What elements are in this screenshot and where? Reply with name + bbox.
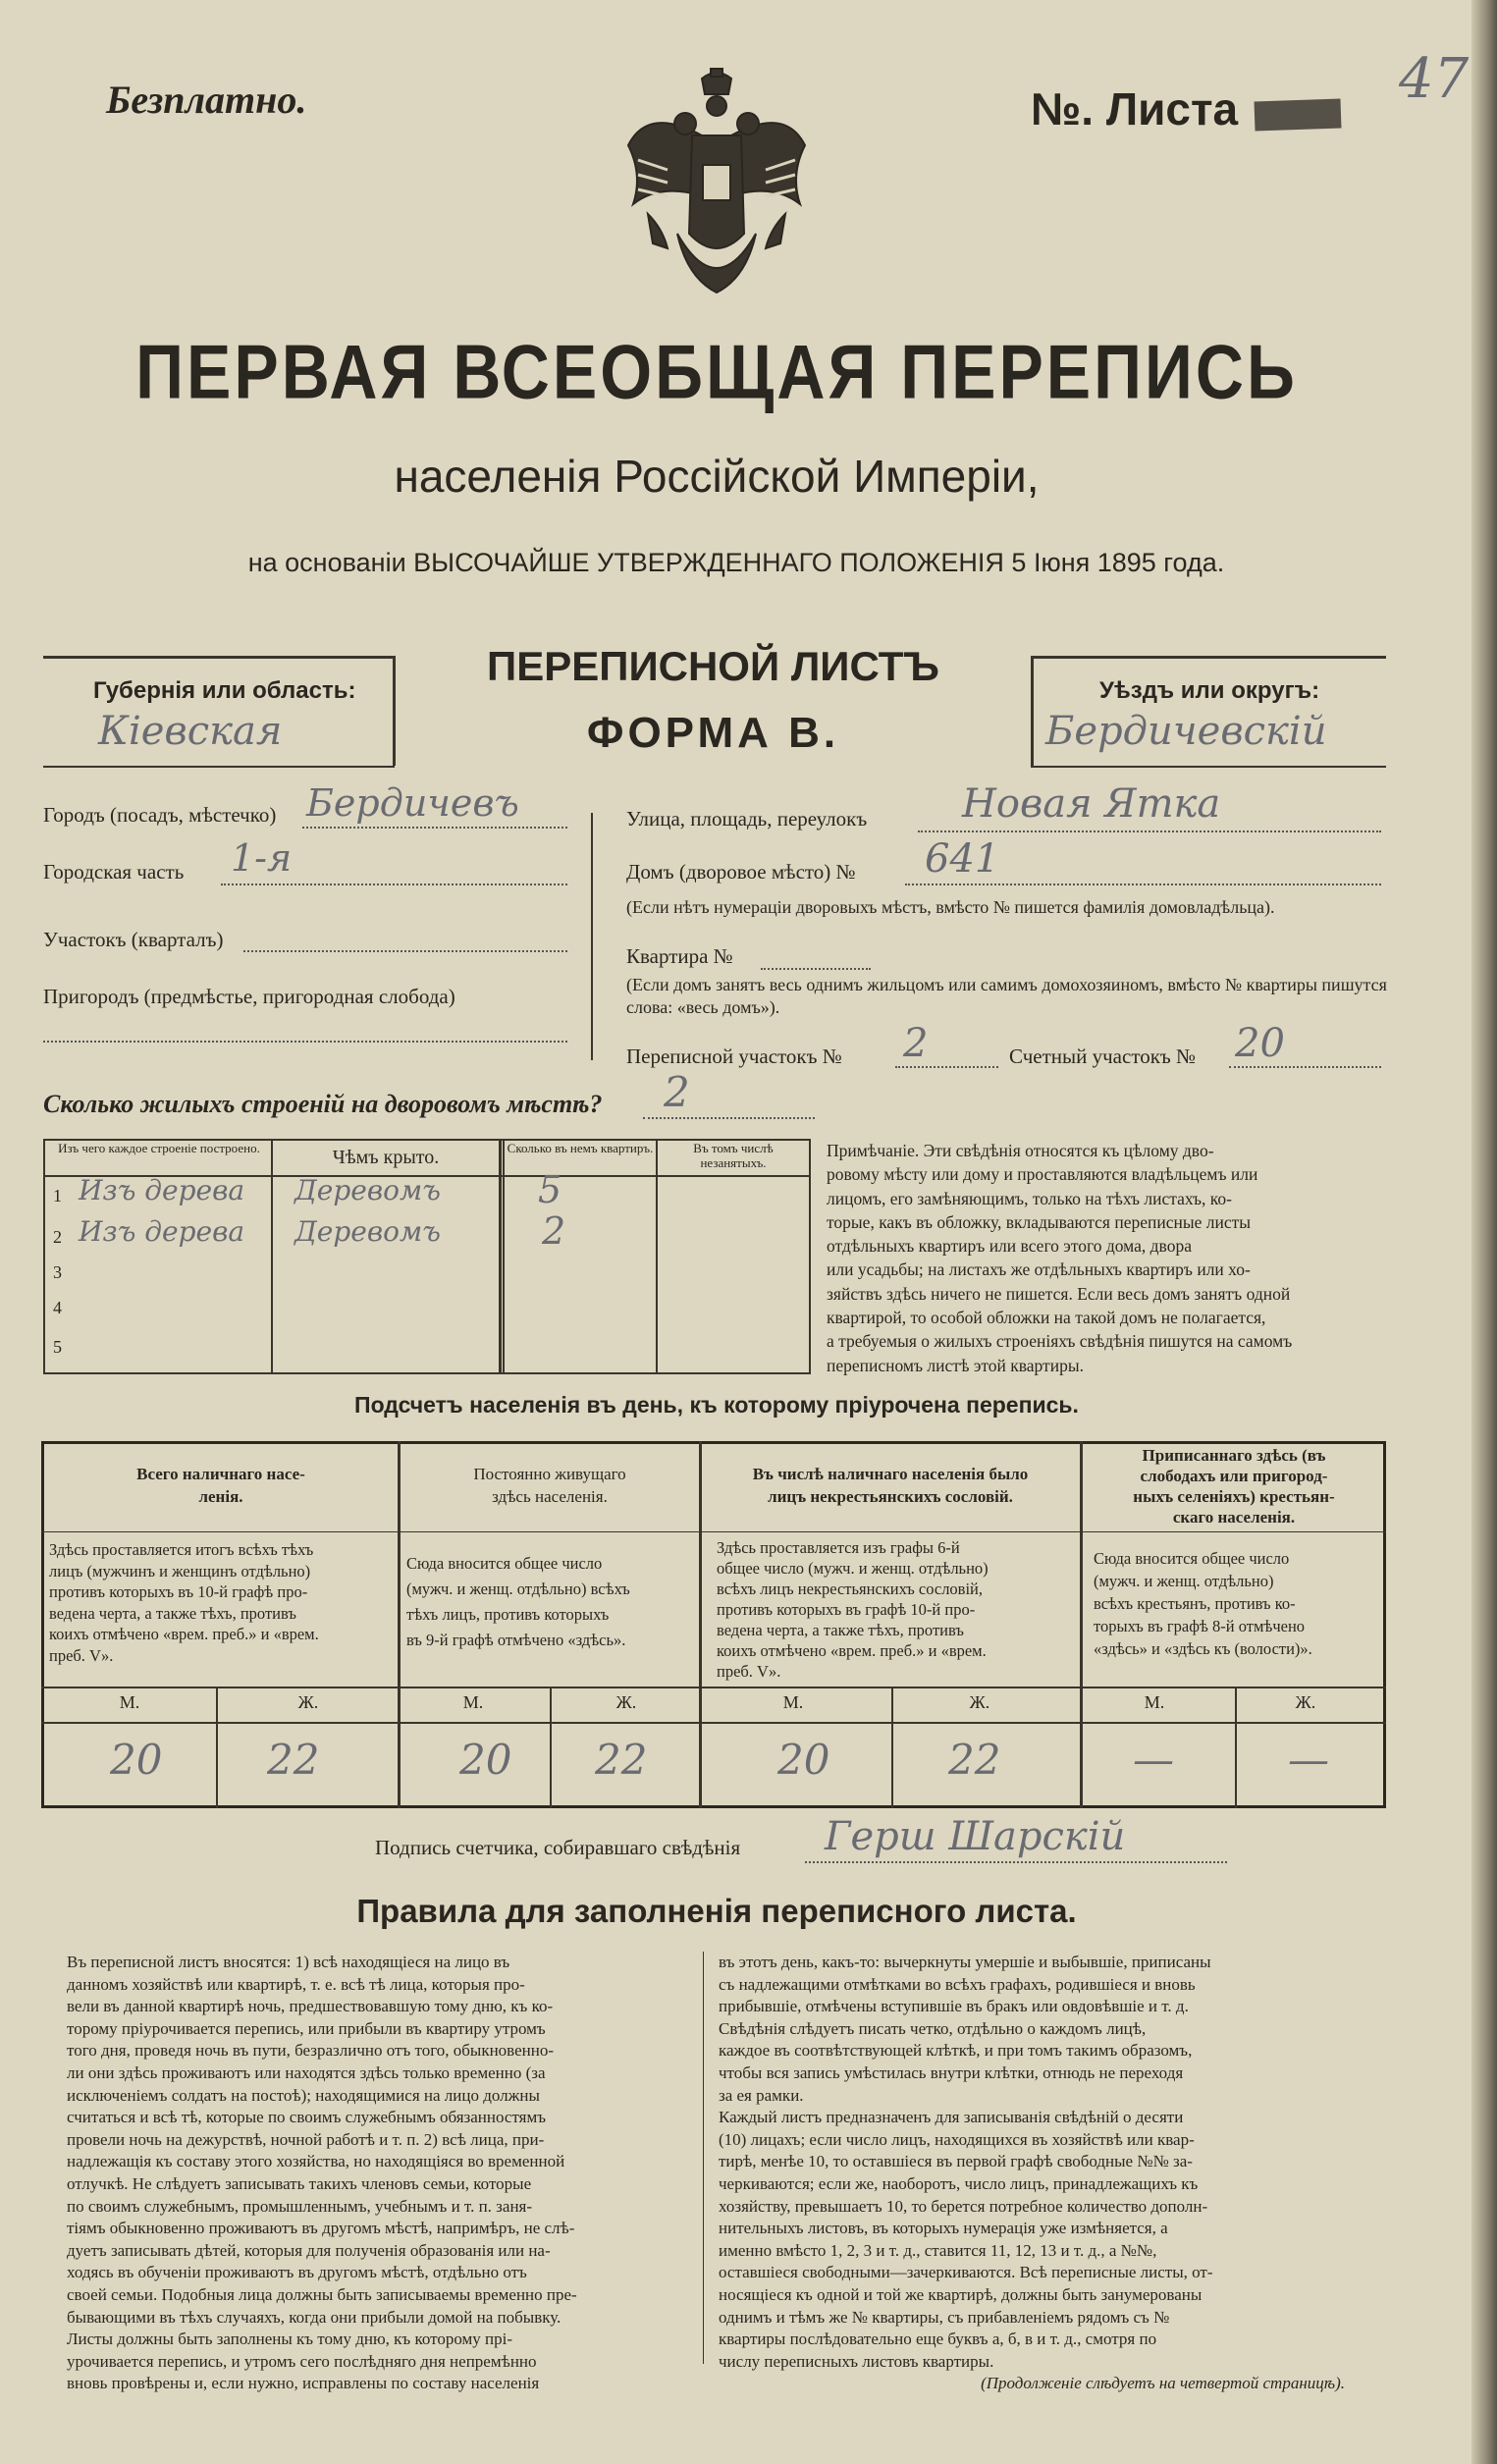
buildings-col-roof-header: Чѣмъ крыто. [332, 1147, 440, 1168]
form-box-bottom-right-rule [1031, 766, 1386, 768]
apartment-line [761, 968, 871, 970]
count-mzh-divider [216, 1687, 218, 1808]
house-label: Домъ (дворовое мѣсто) № [626, 860, 856, 884]
row-roof: Деревомъ [294, 1215, 441, 1248]
rules-column-divider [703, 1952, 704, 2364]
count-col-permanent-desc: Сюда вносится общее число (мужч. и женщ. отдѣльно) всѣхъ тѣхъ лицъ, противъ которыхъ въ 9-й графѣ отмѣчено «здѣсь». [406, 1554, 630, 1649]
count-m-label: М. [782, 1692, 804, 1712]
count-mzh-bottom-rule [41, 1722, 1386, 1724]
form-box-top-left-rule [43, 656, 395, 659]
city-value: Бердичевъ [306, 781, 519, 825]
note-line: лицомъ, его замѣняющимъ, только на тѣхъ листахъ, ко- [827, 1188, 1232, 1208]
rules-title: Правила для заполненія переписного листа. [356, 1893, 1077, 1929]
rules-right-column: въ этотъ день, какъ-то: вычеркнуты умершіе и выбывшіе, приписаны съ надлежащими отмѣтками во всѣхъ графахъ, родившіеся и вновь прибывшіе, отмѣчены вступившіе въ бракъ или овдовѣвшіе и т. д. Свѣдѣнія слѣдуетъ писать четко, отдѣльно о каждомъ лицѣ, каждое въ соотвѣтствующей клѣткѣ, и при томъ такимъ образомъ, чтобы вся запись умѣстилась внутри клѣтки, отнюдь не переходя за ея рамки. Каждый листъ предназначенъ для записыванія свѣдѣній о десяти (10) лицахъ; если число лицъ, находящихся въ хозяйствѣ или квар- тирѣ, менѣе 10, то оставшіеся въ первой графѣ свободные №№ за- черкиваются; если же, наоборотъ, число лицъ, принадлежащихъ къ хозяйству, превышаетъ 10, то берется потребное количество дополн- нительныхъ листовъ, въ которыхъ нумерація уже измѣняется, а именно вмѣсто 1, 2, 3 и т. д., ставится 11, 12, 13 и т. д., а №№, оставшіеся свободными—зачеркиваются. Всѣ переписные листы, от- носящіеся къ одной и той же квартирѣ, должны быть занумерованы однимъ и тѣмъ же № квартиры, съ прибавленіемъ рядомъ съ № квартиры послѣдовательно еще буквъ а, б, в и т. д., смотря по числу переписныхъ листовъ квартиры. (Продолженіе слѣдуетъ на четвертой страницѣ). [719, 1952, 1384, 2395]
count-permanent-m: 20 [459, 1736, 512, 1784]
count-plot-value: 20 [1235, 1021, 1285, 1066]
count-title: Подсчетъ населенія въ день, къ которому пріурочена перепись. [354, 1392, 1079, 1418]
count-peasant-m: — [1133, 1736, 1174, 1784]
buildings-col-divider-3 [503, 1139, 505, 1374]
main-title: ПЕРВАЯ ВСЕОБЩАЯ ПЕРЕПИСЬ [135, 329, 1298, 415]
row-number: 5 [53, 1337, 62, 1357]
handwritten-corner-number: 47 [1399, 47, 1470, 111]
count-col-peasant-header: Приписаннаго здѣсь (въ слободахъ или пригород- ныхъ селеніяхъ) крестьян- скаго населенія. [1133, 1446, 1335, 1527]
sheet-type-title: ПЕРЕПИСНОЙ ЛИСТЪ [487, 643, 939, 689]
count-col-total-header: Всего наличнаго насе- ленія. [136, 1465, 305, 1506]
count-zh-label: Ж. [1295, 1692, 1316, 1712]
count-peasant-zh: — [1288, 1736, 1329, 1784]
note-line: ровому мѣсту или дому и проставляются владѣльцемъ или [827, 1164, 1258, 1185]
note-line: квартирой, то особой обложки на такой домъ не полагается, [827, 1308, 1266, 1328]
enumerator-signature: Герш Шарскій [825, 1814, 1126, 1859]
free-label: Безплатно. [106, 78, 307, 122]
census-plot-label: Переписной участокъ № [626, 1045, 842, 1068]
double-headed-eagle-emblem [609, 67, 825, 312]
uchastok-line [243, 950, 567, 952]
buildings-col-divider-2 [499, 1139, 502, 1374]
count-plot-line [1229, 1066, 1381, 1068]
buildings-col-divider-4 [656, 1139, 658, 1374]
count-m-label: М. [119, 1692, 140, 1712]
count-mzh-divider [891, 1687, 893, 1808]
city-label: Городъ (посадъ, мѣстечко) [43, 803, 277, 827]
count-col-permanent-header: Постоянно живущаго здѣсь населенія. [473, 1465, 626, 1506]
census-plot-value: 2 [903, 1021, 929, 1066]
form-box-right-divider [1031, 656, 1034, 766]
count-mzh-divider [1235, 1687, 1237, 1808]
buildings-col-flats-header: Сколько въ немъ квартиръ. [507, 1141, 654, 1155]
uezd-value: Бердичевскій [1045, 709, 1327, 754]
row-flats: 2 [542, 1209, 566, 1253]
city-part-label: Городская часть [43, 860, 185, 884]
row-material: Изъ дерева [79, 1174, 245, 1206]
count-zh-label: Ж. [615, 1692, 637, 1712]
count-total-zh: 22 [267, 1736, 320, 1784]
row-number: 1 [53, 1186, 62, 1205]
row-number: 3 [53, 1262, 62, 1282]
city-part-value: 1-я [231, 836, 293, 880]
rules-continued: (Продолженіе слѣдуетъ на четвертой страницѣ). [981, 2374, 1345, 2393]
buildings-question: Сколько жилыхъ строеній на дворовомъ мѣстѣ? [43, 1090, 603, 1118]
uchastok-label: Участокъ (кварталъ) [43, 928, 224, 951]
census-plot-line [895, 1066, 998, 1068]
count-mzh-top-rule [41, 1687, 1386, 1688]
note-line: переписномъ листѣ этой квартиры. [827, 1355, 1084, 1375]
count-zh-label: Ж. [969, 1692, 990, 1712]
uezd-label: Уѣздъ или округъ: [1099, 677, 1320, 704]
city-line [302, 827, 567, 829]
count-m-label: М. [462, 1692, 484, 1712]
apartment-label: Квартира № [626, 944, 733, 968]
buildings-note [827, 1139, 1384, 1377]
count-m-label: М. [1144, 1692, 1165, 1712]
rules-left-column: Въ переписной листъ вносятся: 1) всѣ находящіеся на лицо въ данномъ хозяйствѣ или квартирѣ, т. е. всѣ тѣ лица, которыя про- вели въ данной квартирѣ ночь, предшествовавшую тому дню, къ ко- торому пріурочивается перепись, или прибыли въ квартиру утромъ того дня, проведя ночь въ пути, безразлично отъ того, обыкновенно- ли они здѣсь проживаютъ или находятся здѣсь только временно (за исключеніемъ солдатъ на постоѣ); находящимися на лицо должны считаться и всѣ тѣ, которые по своимъ служебнымъ обязанностямъ провели ночь на дежурствѣ, ночной работѣ и т. п. 2) всѣ лица, при- надлежащія къ составу этого хозяйства, но находящіяся во временной отлучкѣ. Не слѣдуетъ записывать такихъ членовъ семьи, которые по своимъ служебнымъ, промышленнымъ, учебнымъ и т. п. заня- тіямъ обыкновенно проживаютъ въ другомъ мѣстѣ, напримѣръ, не слѣ- дуетъ записывать дѣтей, которыя для полученія образованія или на- ходясь въ обученіи проживаютъ въ другомъ мѣстѣ, отдѣльно отъ своей семьи. Подобныя лица должны быть записываемы временно пре- бывающими въ тѣхъ случаяхъ, когда они прибыли домой на побывку. Листы должны быть заполнены къ тому дню, къ которому прі- урочивается перепись, и утромъ сего послѣдняго дня непремѣнно вновь провѣрены и, если нужно, исправлены по составу населенія [67, 1953, 577, 2393]
form-name: ФОРМА В. [586, 709, 840, 757]
count-col-divider [1080, 1441, 1083, 1808]
apartment-note: (Если домъ занятъ весь однимъ жильцомъ или самимъ домохозяиномъ, вмѣсто № квартиры пишутся слова: «весь домъ»). [626, 975, 1387, 1017]
count-zh-label: Ж. [297, 1692, 319, 1712]
row-number: 2 [53, 1227, 62, 1247]
page-edge [1471, 0, 1497, 2464]
street-line [918, 830, 1381, 832]
street-label: Улица, площадь, переулокъ [626, 807, 868, 830]
count-nonpeasant-m: 20 [777, 1736, 830, 1784]
note-line: Примѣчаніе. Эти свѣдѣнія относятся къ цѣлому дво- [827, 1141, 1214, 1160]
count-col-divider [398, 1441, 401, 1808]
gubernia-label: Губернія или область: [93, 677, 356, 704]
street-value: Новая Ятка [962, 781, 1221, 827]
form-box-bottom-left-rule [43, 766, 395, 768]
buildings-col-empty-header: Въ томъ числѣ незанятыхъ. [693, 1141, 774, 1170]
legal-basis: на основаніи ВЫСОЧАЙШЕ УТВЕРЖДЕННАГО ПОЛОЖЕНІЯ 5 Іюня 1895 года. [247, 548, 1225, 577]
count-head-rule [41, 1531, 1386, 1532]
house-line [905, 884, 1381, 885]
row-roof: Деревомъ [294, 1174, 441, 1206]
city-part-line [221, 884, 567, 885]
gubernia-value: Кіевская [98, 709, 283, 754]
house-value: 641 [925, 836, 1000, 882]
house-note: (Если нѣтъ нумераціи дворовыхъ мѣстъ, вмѣсто № пишется фамилія домовладѣльца). [626, 897, 1275, 917]
subtitle: населенія Россійской Имперіи, [394, 451, 1040, 502]
enumerator-signature-label: Подпись счетчика, собиравшаго свѣдѣнія [375, 1836, 741, 1859]
note-line: а требуемыя о жилыхъ строеніяхъ свѣдѣнія пишутся на самомъ [827, 1331, 1293, 1352]
buildings-answer-line [643, 1117, 815, 1119]
count-col-nonpeasant-desc: Здѣсь проставляется изъ графы 6-й общее число (мужч. и женщ. отдѣльно) всѣхъ лицъ некрестьянскихъ сословій, противъ которыхъ въ графѣ 10-й про- ведена черта, а также тѣхъ, противъ коихъ отмѣчено «врем. преб.» и «врем. преб. V». [717, 1538, 989, 1681]
buildings-answer: 2 [664, 1068, 690, 1116]
count-col-total-desc: Здѣсь проставляется итогъ всѣхъ тѣхъ лицъ (мужчинъ и женщинъ отдѣльно) противъ которыхъ въ 10-й графѣ про- ведена черта, а также тѣхъ, противъ коихъ отмѣчено «врем. преб.» и «врем. преб. V». [49, 1540, 319, 1665]
prigorod-label: Пригородъ (предмѣстье, пригородная слобода) [43, 985, 455, 1008]
note-line: торые, какъ въ обложку, вкладываются переписные листы [827, 1211, 1252, 1232]
prigorod-line [43, 1041, 567, 1043]
count-col-peasant-desc: Сюда вносится общее число (мужч. и женщ. отдѣльно) всѣхъ крестьянъ, противъ ко- торыхъ въ графѣ 8-й отмѣчено «здѣсь» и «здѣсь къ (волости)». [1094, 1549, 1312, 1658]
form-box-top-right-rule [1031, 656, 1386, 659]
note-line: отдѣльныхъ квартиръ или всего этого дома, двора [827, 1236, 1192, 1257]
buildings-col-material-header: Изъ чего каждое строеніе построено. [58, 1141, 260, 1155]
sheet-number-label: №. Листа [1031, 83, 1239, 134]
address-vertical-rule [591, 813, 593, 1060]
count-col-divider [699, 1441, 702, 1808]
count-col-nonpeasant-header: Въ числѣ наличнаго населенія было лицъ некрестьянскихъ сословій. [752, 1465, 1029, 1506]
note-line: или усадьбы; на листахъ же отдѣльныхъ квартиръ или хо- [827, 1259, 1251, 1280]
count-mzh-divider [550, 1687, 552, 1808]
buildings-col-divider-1 [271, 1139, 273, 1374]
sheet-number-stamp [1255, 98, 1342, 131]
note-line: зяйствъ здѣсь ничего не пишется. Если весь домъ занятъ одной [827, 1283, 1291, 1304]
count-permanent-zh: 22 [595, 1736, 648, 1784]
signature-line [805, 1861, 1227, 1863]
row-number: 4 [53, 1298, 62, 1317]
row-material: Изъ дерева [79, 1215, 245, 1248]
count-nonpeasant-zh: 22 [948, 1736, 1001, 1784]
count-plot-label: Счетный участокъ № [1009, 1045, 1197, 1068]
count-total-m: 20 [110, 1736, 163, 1784]
row-flats: 5 [538, 1168, 562, 1211]
